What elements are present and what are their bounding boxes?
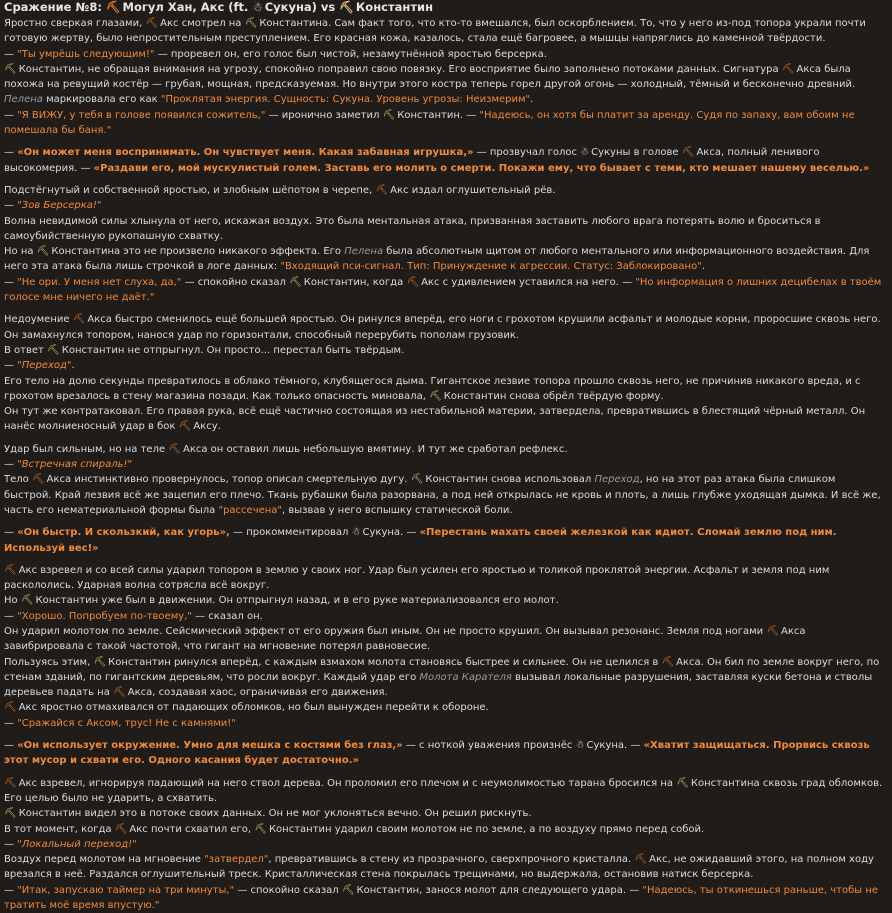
paragraph-gap bbox=[4, 176, 886, 183]
dialogue-quote: "Хорошо. Попробуем по-твоему," bbox=[17, 610, 192, 622]
ability-shout: "Встречная спираль!" bbox=[17, 459, 133, 471]
narration-text: Акс издал оглушительный рёв. bbox=[390, 184, 556, 196]
hammer-icon: ⛏ bbox=[410, 474, 424, 486]
skill-name: Пелена bbox=[4, 94, 43, 106]
sukuna-voice: «Раздави его, мой мускулистый голем. Заставь его молить о смерти. Покажи ему, что бывает с теми, кто мешает нашему веселью.» bbox=[93, 162, 870, 174]
dialogue-quote: "Но информация о лишних децибелах в твоём голосе мне ничего не даёт." bbox=[4, 276, 882, 304]
axe-icon: ⛏ bbox=[781, 63, 795, 75]
narration-text: , вызвав у него вспышку статической боли. bbox=[282, 504, 513, 516]
narration-text: Акса завибрировала с такой частотой, что гигант на мгновение потерял равновесие. bbox=[4, 625, 806, 653]
narration-text: Волна невидимой силы хлынула от него, искажая воздух. Это была ментальная атака, призванная заставить любого врага потерять волю и броситься в самоубийственную рукопашную схватку. bbox=[4, 215, 821, 242]
axe-icon: ⛏ bbox=[375, 184, 389, 196]
ghost-icon: ☃ bbox=[252, 0, 263, 14]
paragraph-gap bbox=[4, 556, 886, 563]
skill-name: Переход bbox=[594, 474, 640, 486]
narration-text: — bbox=[4, 838, 18, 850]
narration-text: Но bbox=[4, 595, 21, 607]
paragraph bbox=[4, 47, 886, 62]
narration-text: — bbox=[4, 109, 18, 121]
paragraph bbox=[4, 716, 886, 731]
axe-icon: ⛏ bbox=[4, 702, 17, 714]
paragraph-gap bbox=[4, 305, 886, 312]
paragraph bbox=[4, 738, 886, 769]
paragraph bbox=[4, 358, 886, 373]
narration-text: — bbox=[4, 276, 18, 288]
title-text: Константин bbox=[355, 0, 434, 14]
narration-text: Недоумение bbox=[4, 314, 73, 326]
axe-icon: ⛏ bbox=[31, 474, 45, 486]
narration-text: Константин не отпрыгнул. Он просто... перестал быть твёрдым. bbox=[61, 344, 405, 356]
sukuna-voice: «Хватит защищаться. Прорвись сквозь этот мусор и схвати его. Одного касания будет достаточно.» bbox=[4, 740, 870, 767]
axe-icon: ⛏ bbox=[406, 276, 420, 288]
narration-text: Акса инстинктивно провернулось, топор описал смертельную дугу. bbox=[46, 474, 411, 486]
title-text: Могул Хан, Акс (ft. bbox=[122, 0, 253, 14]
hammer-icon: ⛏ bbox=[429, 390, 442, 402]
axe-icon: ⛏ bbox=[168, 443, 181, 455]
ghost-icon: ☃ bbox=[351, 527, 361, 539]
narration-text: Акс, не ожидавший этого, на полном ходу врезался в неё. Раздался оглушительный треск. Кристаллическая стена покрылась трещинами, но выдержала, остановив натиск берсерка. bbox=[4, 854, 874, 881]
narration-text: . bbox=[530, 94, 534, 106]
narration-text: Акса, полный ленивого высокомерия. — bbox=[4, 147, 820, 174]
paragraph bbox=[4, 198, 886, 213]
narration-text: Он тут же контратаковал. Его правая рука, всё ещё частично состоящая из нестабильной материи, затвердела, превратившись в блестящий чёрный металл. Он нанёс молниеносный удар в бок bbox=[4, 406, 866, 433]
paragraph bbox=[4, 457, 886, 472]
paragraph bbox=[4, 343, 886, 358]
paragraph bbox=[4, 312, 886, 343]
narration-text: . bbox=[71, 360, 75, 372]
narration-text: — сказал он. bbox=[191, 610, 263, 622]
narration-text: Акс яростно отмахивался от падающих обломков, но был вынужден перейти к обороне. bbox=[18, 702, 489, 714]
narration-text: — bbox=[4, 884, 18, 896]
narration-text: Константин, не обращая внимания на угрозу, спокойно поправил свою повязку. Его восприятие было заполнено потоками данных. Сигнатура bbox=[18, 63, 782, 75]
narration-text: была абсолютным щитом от любого ментального или информационного воздействия. Для него эта атака была лишь строчкой в логе данных: bbox=[4, 246, 870, 273]
hammer-icon: ⛏ bbox=[4, 63, 17, 75]
paragraph bbox=[4, 472, 886, 518]
narration-text: В тот момент, когда bbox=[4, 823, 115, 835]
axe-icon: ⛏ bbox=[681, 147, 695, 159]
narration-text: Воздух перед молотом на мгновение bbox=[4, 854, 205, 866]
dialogue-quote: "Ты умрёшь следующим!" bbox=[17, 48, 155, 60]
narration-text: , превратившись в стену из прозрачного, сверхпрочного кристалла. bbox=[268, 854, 635, 866]
paragraph bbox=[4, 404, 886, 435]
dialogue-quote: "Итак, запускаю таймер на три минуты," bbox=[17, 884, 235, 896]
sukuna-voice: «Он использует окружение. Умно для мешка с костями без глаз,» bbox=[17, 740, 403, 752]
axe-icon: ⛏ bbox=[766, 625, 780, 637]
paragraph bbox=[4, 16, 886, 47]
sukuna-voice: «Перестань махать своей железкой как идиот. Сломай землю под ним. Используй вес!» bbox=[4, 527, 837, 554]
hammer-icon: ⛏ bbox=[676, 777, 689, 789]
ability-shout: "Зов Берсерка!" bbox=[17, 200, 102, 212]
paragraph bbox=[4, 374, 886, 405]
sukuna-voice: «Он быстр. И скользкий, как угорь», bbox=[17, 527, 230, 539]
narration-text: — bbox=[4, 610, 18, 622]
narration-text: Акса он оставил лишь небольшую вмятину. И тут же сработал рефлекс. bbox=[183, 443, 568, 455]
paragraph bbox=[4, 593, 886, 608]
hammer-icon: ⛏ bbox=[289, 276, 302, 288]
narration-text: — спокойно сказал bbox=[181, 276, 290, 288]
narration-text: — с ноткой уважения произнёс bbox=[402, 740, 576, 752]
paragraph-gap bbox=[4, 731, 886, 738]
axe-icon: ⛏ bbox=[4, 564, 17, 576]
narration-text: Константин, занося молот для следующего удара. — bbox=[356, 884, 643, 896]
paragraph bbox=[4, 525, 886, 556]
paragraph bbox=[4, 145, 886, 176]
paragraph bbox=[4, 776, 886, 807]
axe-icon: ⛏ bbox=[4, 777, 17, 789]
narration-text: Акс взревел и со всей силы ударил топором в землю у своих ног. Удар был усилен его яростью и толикой проклятой энергии. Асфальт и земля под ним раскололись. Ударная волна сотрясла всё вокруг. bbox=[4, 564, 830, 592]
narration-text: Константина. Сам факт того, что кто-то вмешался, был оскорблением. То, что у него из-под топора украли почти готовую жертву, было непростительным преступлением. Его красная кожа, казалось, стала ещё багровее, а мышцы напряглись до каменной твёрдости. bbox=[4, 18, 866, 45]
narration-text: Акса. Он бил по земле вокруг него, по стенам зданий, по гигантским деревьям, что росли вокруг. Каждый удар его bbox=[4, 656, 880, 683]
hammer-icon: ⛏ bbox=[254, 823, 267, 835]
narration-text: — прозвучал голос bbox=[473, 147, 581, 159]
axe-icon: ⛏ bbox=[113, 687, 126, 699]
paragraph bbox=[4, 108, 886, 139]
skill-name: Молота Карателя bbox=[419, 671, 512, 683]
dialogue-quote: "Входящий пси-сигнал. Тип: Принуждение к агрессии. Статус: Заблокировано" bbox=[280, 261, 702, 273]
title-text: Сражение №8: bbox=[4, 0, 106, 14]
narration-text: — bbox=[4, 459, 18, 471]
narration-text: Константин уже был в движении. Он отпрыгнул назад, и в его руке материализовался его молот. bbox=[35, 595, 559, 607]
axe-icon: ⛏ bbox=[661, 656, 675, 668]
dialogue-quote: "Надеюсь, ты откинешься раньше, чтобы не тратить моё время впустую." bbox=[4, 884, 879, 912]
paragraph-gap bbox=[4, 518, 886, 525]
narration-text: — bbox=[4, 147, 18, 159]
dialogue-quote: "рассечена" bbox=[218, 504, 283, 516]
narration-text: — bbox=[4, 740, 18, 752]
narration-text: — bbox=[4, 717, 18, 729]
dialogue-quote: "Надеюсь, он хотя бы платит за аренду. Судя по запаху, вам обоим не помешала бы баня." bbox=[4, 109, 855, 137]
narration-text: — bbox=[4, 48, 18, 60]
narration-text: — bbox=[4, 360, 18, 372]
narration-text: вызывал локальные разрушения, заставляя куски бетона и стволы деревьев падать на bbox=[4, 671, 873, 699]
narration-text: Константина сквозь град обломков. Его целью было не ударить, а схватить. bbox=[4, 777, 883, 804]
narration-text: — прокомментировал bbox=[229, 527, 352, 539]
dialogue-quote: "Проклятая энергия. Сущность: Сукуна. Уровень угрозы: Неизмерим" bbox=[160, 94, 531, 106]
title-text: Сукуна) vs bbox=[264, 0, 340, 14]
narration-text: Подстёгнутый и собственной яростью, и злобным шёпотом в черепе, bbox=[4, 184, 376, 196]
narration-text: Аксу. bbox=[193, 421, 221, 433]
paragraph bbox=[4, 214, 886, 245]
battle-title bbox=[4, 0, 886, 14]
narration-text: Яростно сверкая глазами, bbox=[4, 18, 146, 29]
ability-shout: "Локальный переход!" bbox=[17, 838, 137, 850]
narration-text: — bbox=[4, 527, 18, 539]
ghost-icon: ☃ bbox=[580, 147, 590, 159]
paragraph bbox=[4, 563, 886, 594]
narration-text: Константина это не произвело никакого эффекта. Его bbox=[51, 246, 345, 258]
narration-text: В ответ bbox=[4, 344, 48, 356]
paragraph-gap bbox=[4, 138, 886, 145]
sukuna-voice: «Он может меня воспринимать. Он чувствует меня. Какая забавная игрушка,» bbox=[17, 147, 474, 159]
paragraph bbox=[4, 837, 886, 852]
hammer-icon: ⛏ bbox=[244, 18, 258, 29]
narration-text: Константин. — bbox=[397, 109, 480, 121]
paragraph-gap bbox=[4, 435, 886, 442]
axe-icon: ⛏ bbox=[114, 823, 128, 835]
narration-text: Тело bbox=[4, 474, 32, 486]
axe-icon: ⛏ bbox=[72, 314, 86, 326]
paragraph bbox=[4, 624, 886, 655]
narration-text: Удар был сильным, но на теле bbox=[4, 443, 169, 455]
axe-icon: ⛏ bbox=[105, 0, 121, 14]
narration-text: . bbox=[701, 261, 705, 273]
narration-text: Акс с удивлением уставился на него. — bbox=[421, 276, 636, 288]
narration-text: Но на bbox=[4, 246, 37, 258]
narration-text: маркировала его как bbox=[42, 94, 161, 106]
ghost-icon: ☃ bbox=[575, 740, 585, 752]
hammer-icon: ⛏ bbox=[20, 595, 34, 607]
paragraph-gap bbox=[4, 769, 886, 776]
paragraph bbox=[4, 275, 886, 306]
narration-text: Константин видел это в потоке своих данных. Он не мог уклоняться вечно. Он решил рискнуть. bbox=[18, 808, 532, 820]
narration-text: Константин снова обрёл твёрдую форму. bbox=[443, 390, 664, 402]
narration-text: Акс взревел, игнорируя падающий на него ствол дерева. Он проломил его плечом и с неумолимостью тарана бросился на bbox=[18, 777, 677, 789]
story-body bbox=[4, 16, 886, 913]
paragraph bbox=[4, 442, 886, 457]
paragraph bbox=[4, 852, 886, 883]
hammer-icon: ⛏ bbox=[47, 344, 60, 356]
narration-text: Пользуясь этим, bbox=[4, 656, 94, 668]
narration-text: — иронично заметил bbox=[265, 109, 383, 121]
narration-text: Сукуна. — bbox=[586, 740, 644, 752]
paragraph bbox=[4, 655, 886, 701]
narration-text: Его тело на долю секунды превратилось в облако тёмного, клубящегося дыма. Гигантское лезвие топора прошло сквозь него, не причинив никакого вреда, и с грохотом врезалось в стену магазина позади. Как только опасность миновала, bbox=[4, 375, 861, 402]
dialogue-quote: "затвердел" bbox=[204, 854, 269, 866]
hammer-icon: ⛏ bbox=[382, 109, 396, 121]
hammer-icon: ⛏ bbox=[4, 808, 17, 820]
narration-text: Константин ринулся вперёд, с каждым взмахом молота становясь быстрее и сильнее. Он не целился в bbox=[108, 656, 662, 668]
paragraph bbox=[4, 806, 886, 821]
narration-text: Он ударил молотом по земле. Сейсмический эффект от его оружия был иным. Он не просто крушил. Он вызывал резонанс. Земля под ногами bbox=[4, 625, 767, 637]
narration-text: Акса быстро сменилось ещё большей яростью. Он ринулся вперёд, его ноги с грохотом крушили асфальт и молодые корни, проросшие сквозь него. Он замахнулся топором, нанося удар по горизонтали, способный перерубить пополам грузовик. bbox=[4, 314, 881, 341]
narration-text: — bbox=[4, 200, 18, 212]
paragraph bbox=[4, 183, 886, 198]
dialogue-quote: "Я ВИЖУ, у тебя в голове появился сожитель," bbox=[17, 109, 266, 121]
axe-icon: ⛏ bbox=[178, 421, 192, 433]
narration-text: Сукуна. — bbox=[362, 527, 420, 539]
axe-icon: ⛏ bbox=[634, 854, 648, 866]
paragraph bbox=[4, 883, 886, 913]
paragraph bbox=[4, 244, 886, 275]
ability-shout: "Переход" bbox=[17, 360, 72, 372]
hammer-icon: ⛏ bbox=[36, 246, 50, 258]
skill-name: Пелена bbox=[344, 246, 384, 258]
hammer-icon: ⛏ bbox=[339, 0, 354, 14]
hammer-icon: ⛏ bbox=[341, 884, 355, 896]
dialogue-quote: "Сражайся с Аксом, трус! Не с камнями!" bbox=[17, 717, 236, 729]
narration-text: Константин, когда bbox=[303, 276, 407, 288]
narration-text: Константин снова использовал bbox=[425, 474, 595, 486]
paragraph bbox=[4, 609, 886, 624]
dialogue-quote: "Не ори. У меня нет слуха, да," bbox=[17, 276, 182, 288]
narration-text: — проревел он, его голос был чистой, незамутнённой яростью берсерка. bbox=[154, 48, 547, 60]
narration-text: Акс почти схватил его, bbox=[129, 823, 255, 835]
narration-text: , но на этот раз атака была слишком быстрой. Край лезвия всё же зацепил его плечо. Ткань рубашки была разорвана, а под ней открылась не кровь и плоть, а лишь глубже уходящая дымка. И всё же, часть его нематериальной формы была bbox=[4, 474, 881, 516]
narration-text: Акса была похожа на ревущий костёр — грубая, мощная, предсказуемая. Но внутри этого костра теперь горел другой огонь — холодный, тёмный и бесконечно древний. bbox=[4, 63, 856, 91]
narration-text: Акса, создавая хаос, ограничивая его движения. bbox=[127, 687, 388, 699]
narration-text: Константин ударил своим молотом не по земле, а по воздуху прямо перед собой. bbox=[268, 823, 705, 835]
paragraph bbox=[4, 822, 886, 837]
paragraph bbox=[4, 700, 886, 715]
narration-text: Акс смотрел на bbox=[160, 18, 245, 29]
paragraph bbox=[4, 62, 886, 108]
hammer-icon: ⛏ bbox=[93, 656, 107, 668]
narration-text: Сукуны в голове bbox=[591, 147, 682, 159]
narration-text: — спокойно сказал bbox=[234, 884, 342, 896]
axe-icon: ⛏ bbox=[145, 18, 159, 29]
